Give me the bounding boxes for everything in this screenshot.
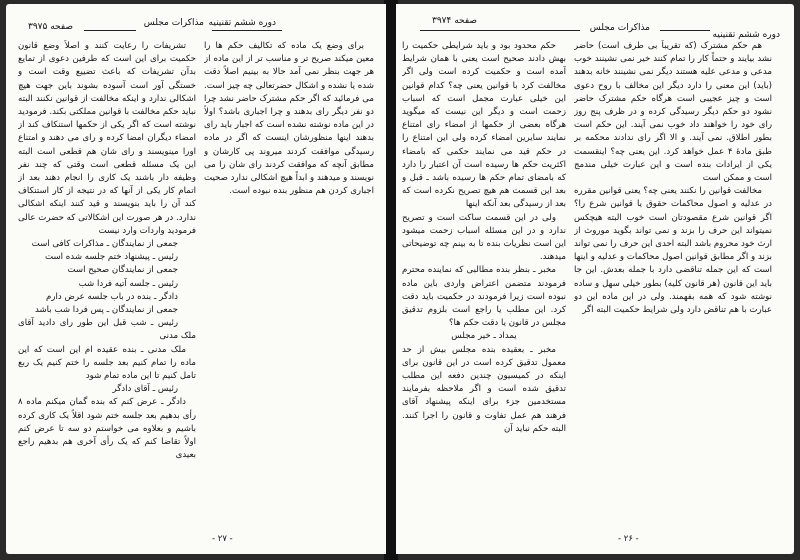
- speaker-line: جمعی از نمایندگان ـ پس فردا شب باشد: [34, 305, 178, 316]
- header-rule: [212, 30, 282, 31]
- footer-page-number: - ۲۶ -: [618, 534, 639, 544]
- session-label: دوره ششم تقنینیه: [712, 30, 780, 40]
- page-number-label: صفحه ۳۹۷۵: [28, 22, 74, 32]
- column-right: [204, 40, 374, 518]
- page-3974: [396, 4, 794, 554]
- column-left: [402, 40, 566, 518]
- header-rule: [660, 30, 710, 31]
- speaker-line: رئیس ـ جلسه آتیه فردا شب: [78, 278, 178, 289]
- speaker-line: رئیس ـ آقای دادگر: [112, 384, 178, 395]
- paragraph: برای وضع یک ماده که تکالیف حکم ها را معین میکند صریح تر و مناسب تر از این ماده از هر جهت بنظر نمی آمد حالا به بینیم اصلاً دقت شده یا نشده و اشکال حضرتعالی چه چیز است. می فرمائید که اگر حکم مشترک حاضر نشد چرا دو نفر دیگر رای بدهند و چرا اجباری باشد؟ اولاً در این ماده نوشته نشده است که اجبار باید رای بدهند اینها منظورشان اینست که اگر در ماده رسیدگی موافقت کردند میروند پی کارشان و مطابق آنچه که موافقت کردند رای شان را می نویسند و میدهند و ابداً هیچ اشکالی ندارد صحیت اجباری کردن هم منظور بنده نبوده است.: [204, 41, 374, 197]
- page-header: [20, 14, 372, 34]
- paragraph: دادگر ـ عرض کنم که بنده گمان میکنم ماده ۸ رأی بدهیم بعد جلسه ختم شود اقلاً یک کاری کرده باشیم و بعلاوه می خواستم دو سه تا عرض کنم اولاً تقاضا کنم که یک رأی آخری هم بدهیم راجع بعیدی: [18, 397, 196, 461]
- page-header: [410, 14, 780, 40]
- paragraph: تشریفات را رعایت کنند و اصلاً وضع قانون حکمیت برای این است که طرفین دعوی از تمایع بدآن تشریفات که باعث تضییع وقت است و خستگی آور است آسوده بشوند باین جهت هیچ اشکالی ندارد و اینکه مخالفت از قوانین نکنند البته نباید حکم مخالفت با قوانین مملکتی بکند. فرمودید نوشته است که اگر یکی از حکمها استنکاف کند از امضاء دیگران امضا کرده و رای می دهند و امتناع اورا مینویسند و رای شان هم قطعی است البته این یک مسئله قطعی است وقتی که چند نفر وظیفه دار باشند یک کاری را انجام دهند بعد از اتمام کار یکی از آنها که در نتیجه از کار استنکاف کند آن را باید بنویسند و قید کنند اینکه اشکالی ندارد. در هر صورت این اشکالاتی که حضرت عالی فرمودید واردات وارد نیست: [18, 41, 196, 236]
- column-right: [574, 40, 772, 518]
- speaker-line: یمداد ـ خیر مجلس: [451, 331, 517, 342]
- paragraph: هم حکم مشترک (که تقریباً بی طرف است) حاضر نشد بیایند و حتماً کار را تمام کنند خیر نمی نشینند خوب مدعی و مدعی علیه هستند دیگر نمی نشینند خانه بدهند (باید) این معنی را دارد دیگر این مخالف با روح دعوی است و چیز عجیبی است هرگاه حکم مشترک حاضر نشود دو حکم دیگر رسیدگی کرده و در ظرف پنج روز رای خود را خواهند داد خوب نمی آیند. این حکم است بطور اطلاق. نمی آیند. و الا اگر رای ندادند محکمه بر طبق مادهٔ ۴ عمل خواهد کرد. این یعنی چه؟ اینقسمت یکی از ایرادات بنده است و این عبارت خیلی مندمج است و ممکن است: [574, 41, 772, 184]
- header-title: مذاکرات مجلس: [143, 18, 204, 28]
- speaker-line: جمعی از نمایندگان صحیح است: [67, 265, 178, 276]
- paragraph: مخالفت قوانین را نکنند یعنی چه؟ یعنی قوانین مقرره در عدلیه و اصول محاکمات حقوق یا قوانین شرع را؟ اگر قوانین شرع مقصودتان است خوب البته هیچکس نمیتواند این حرف را بزند و نمی تواند بگوید موروث از ارث خود محروم باشد البته احدی این حرف را نمی تواند بزند و اگر مطابق قوانین اصول محاکمات و عدلیه و اینها است که این جمله تناقضی دارد با جمله بعدش. این جا باید این قانون (هر قانون کلیه) بطور خیلی سهل و ساده نوشته شود که همه بفهمند. ولی در این ماده این دو عبارت با هم تناقض دارد ولی شرایط حکمیت البته اگر: [574, 186, 772, 316]
- speaker-line: دادگر ـ بنده در باب جلسه عرض دارم: [46, 291, 178, 302]
- header-title: مذاکرات مجلس: [589, 23, 650, 33]
- header-rule: [420, 30, 580, 31]
- column-left: [18, 40, 196, 518]
- speaker-line: رئیس ـ پیشنهاد ختم جلسه شده است: [45, 252, 178, 263]
- footer-page-number: - ۲۷ -: [212, 534, 233, 544]
- page-number-label: صفحه ۳۹۷۴: [432, 16, 478, 26]
- paragraph: مخبر ـ بعقیده بنده مجلس بیش از حد معمول تدقیق کرده است در این قانون برای اینکه در کمیسیون چندین دفعه این مطلب تدقیق شده است و اگر ملاحظه بفرمایند مستخدمین جزء برای اینکه پیشنهاد آقای فرهند هم عمل تفاوت و قانون را اجرا کنند. البته حکم نباید آن: [402, 344, 566, 434]
- header-rule: [84, 30, 136, 31]
- page-3975: [6, 4, 386, 554]
- paragraph: مخبر ـ بنظر بنده مطالبی که نماینده محترم فرمودند متضمن اعتراض واردی باین ماده نبوده است زیرا فرمودند در حکمیت باید دقت کرد. این مطلب یا راجع است بلزوم تدقیق مجلس در قانون یا دقت حکم ها؟: [402, 265, 566, 329]
- paragraph: ولی در این قسمت ساکت است و تصریح ندارد و در این مسئله اسباب زحمت میشود این است نظریات بنده تا به بینم چه توضیحاتی میدهند.: [402, 212, 566, 263]
- paragraph: ملک مدنی ـ بنده عقیده ام این است که این ماده را تمام کنیم بعد جلسه را ختم کنیم یک ربع تامل کنیم تا این ماده تمام شود: [18, 344, 196, 382]
- session-label: دوره ششم تقنینیه: [208, 18, 276, 28]
- speaker-line: رئیس ـ شب قبل این طور رای دادید آقای ملک مدنی: [18, 318, 196, 342]
- paragraph: حکم محدود بود و باید شرایطی حکمیت را بهش دادند صحیح است یعنی با همان شرایط آمده است و حکمیت کرده است ولی اگر مخالفت کرد با قوانین یعنی چه؟ کدام قوانین این خیلی عبارت مجمل است که اسباب زحمت است و دیگر این نیست که میگوید هرگاه بعضی از حکمها از امضاء رای امتناع نمایند سایرین امضاء کرده ولی این امتناع را در حکم قید می نمایند حکمی که بامضاء اکثریت حکم ها رسیده است آن اعتبار را دارد که بامضای تمام حکم ها رسیده باشد ـ قبل و بعد این قسمت هم هیچ تصریح نکرده است که بعد از رسیدگی بعد آنکه اینها: [402, 41, 566, 210]
- speaker-line: جمعی از نمایندگان ـ مذاکرات کافی است: [31, 239, 178, 250]
